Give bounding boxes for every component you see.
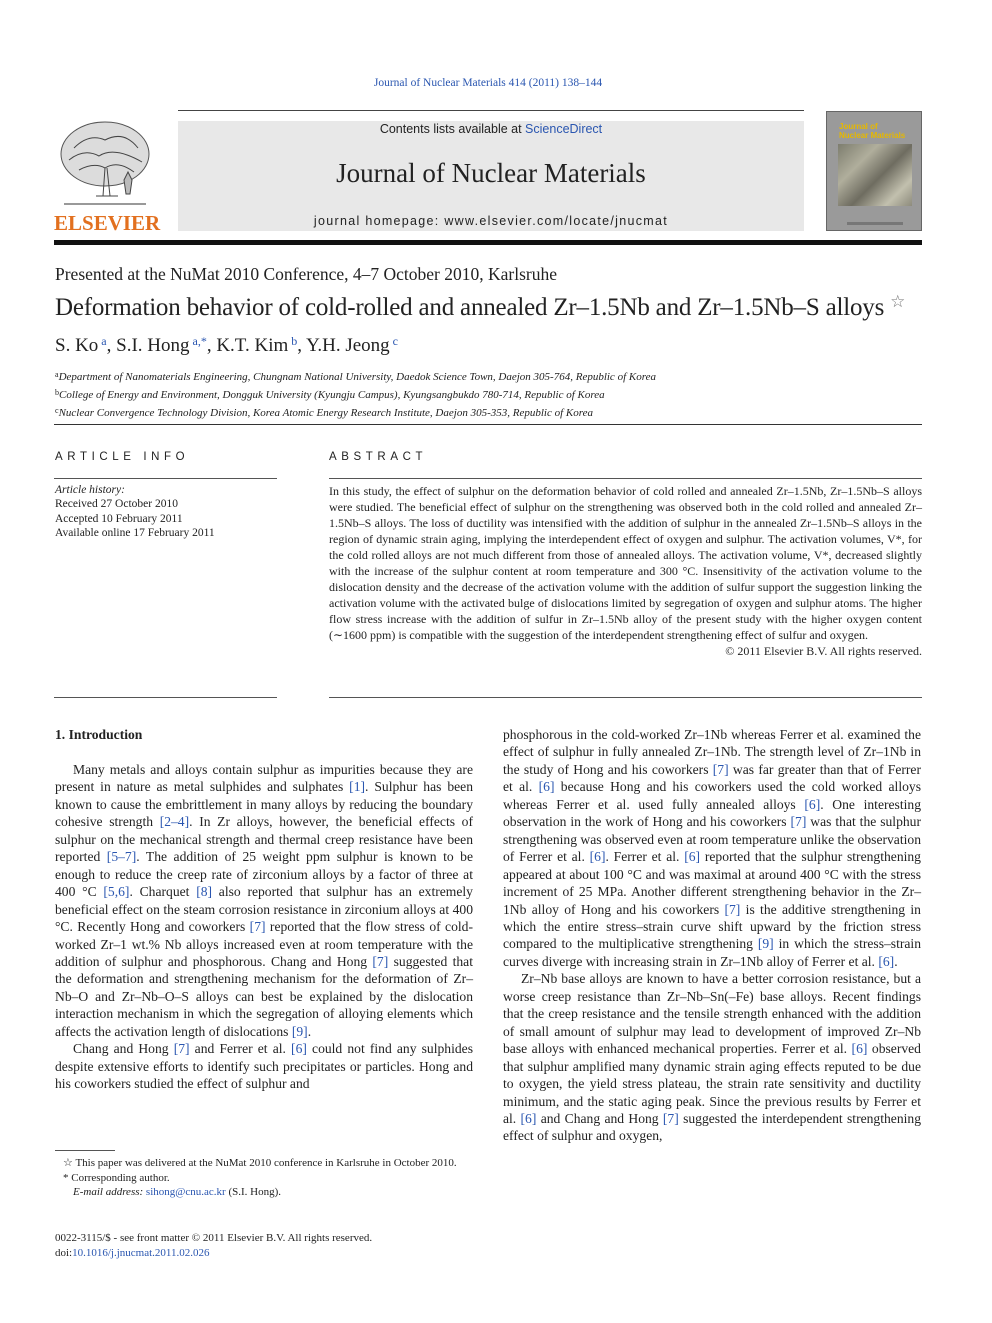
affiliation-mark: c: [55, 406, 59, 415]
contents-line: [178, 121, 804, 137]
body-paragraph: phosphorous in the cold-worked Zr–1Nb whereas Ferrer et al. examined the effect of sulphur in fully annealed Zr–1Nb. The strength level of Zr–1Nb in the study of Hong and his coworkers [7] was far greater than that of Ferrer et al. [6] because Hong and his coworkers used the cold worked alloys whereas Ferrer et al. used fully annealed alloys [6]. One interesting observation in the work of Hong and his coworkers [7] was that the sulphur strengthening was observed even at room temperature unlike the observation of Ferrer et al. [6]. Ferrer et al. [6] reported that the sulphur strengthening appeared at about 100 °C and was maximal at around 400 °C with the stress increment of 25 MPa. Another different strengthening behavior in the Zr–1Nb alloy of Hong and his coworkers [7] is the additive strengthening in which the entire stress–strain curve shift upward by the friction stress compared to the multiplicative strengthening [9] in which the stress–strain curves diverge with increasing strain in Zr–1Nb alloy of Ferrer et al. [6].: [503, 727, 921, 969]
reference-link[interactable]: [7]: [712, 761, 729, 777]
doi-link[interactable]: 10.1016/j.jnucmat.2011.02.026: [72, 1246, 210, 1259]
footnote-corresponding: [55, 1171, 473, 1186]
author-name[interactable]: S.I. Hong: [116, 335, 190, 356]
affiliation-list: [55, 367, 656, 421]
author-affiliation-mark[interactable]: a: [101, 334, 107, 348]
author-name[interactable]: S. Ko: [55, 335, 99, 356]
author-name[interactable]: Y.H. Jeong: [306, 335, 390, 356]
author-affiliation-mark[interactable]: c: [392, 334, 398, 348]
reference-link[interactable]: [6]: [851, 1041, 868, 1057]
footnote-star-text: This paper was delivered at the NuMat 2010 conference in Karlsruhe in October 2010.: [75, 1157, 457, 1169]
body-paragraph: Chang and Hong [7] and Ferrer et al. [6] could not find any sulphides despite extensive efforts to identify such precipitates or particles. Hong and his coworkers studied the effect of sulphur and: [55, 1041, 473, 1092]
sciencedirect-link[interactable]: ScienceDirect: [525, 122, 603, 136]
email-label: E-mail address:: [73, 1186, 146, 1198]
email-suffix: (S.I. Hong).: [225, 1186, 282, 1198]
abstract-text: In this study, the effect of sulphur on the deformation behavior of cold rolled and annealed Zr–1.5Nb, Zr–1.5Nb–S alloys were studied. The beneficial effect of sulphur on the strengthening was observed both in the cold rolled and annealed Zr–1.5Nb–S alloys. The loss of ductility was intensified with the addition of sulphur in the annealed Zr–1.5Nb–S alloys in the region of dynamic strain aging, implying the interdependent effect of oxygen and sulphur. The activation volumes, V*, for the cold rolled alloys are not much different from those of annealed alloys. The activation volume, V*, decreased slightly with the increase of the sulphur content at room temperature and 300 °C. Insensitivity of the activation volume to the dislocation density and the decrease of the activation volume with the addition of sulfur support the suggestion linking the activation volume with the activated bulge of dislocations limited by segregation of oxygen and sulphur atoms. The higher flow stress increase with the addition of sulfur in Zr–1.5Nb alloy of the present study with the higher oxygen content (∼1600 ppm) is compatible with the suggestion of the interdependent strengthening effect of sulfur and oxygen.: [329, 484, 922, 642]
conference-note: Presented at the NuMat 2010 Conference, 4–7 October 2010, Karlsruhe: [55, 264, 558, 284]
reference-link[interactable]: [6]: [291, 1041, 307, 1057]
affiliation-text: Department of Nanomaterials Engineering, Chungnam National University, Daedok Science Town, Daejon 305-764, Republic of Korea: [58, 371, 656, 383]
abstract-top-rule: [329, 478, 922, 479]
article-title: [55, 292, 905, 322]
journal-title: Journal of Nuclear Materials: [336, 158, 646, 188]
affiliation-item: [55, 385, 656, 403]
reference-link[interactable]: [9]: [291, 1023, 308, 1039]
footnote-corresponding-mark: *: [63, 1171, 69, 1184]
reference-link[interactable]: [9]: [757, 936, 774, 952]
cover-footer-bar: [847, 222, 903, 225]
doi-line: [55, 1246, 372, 1261]
email-link[interactable]: sihong@cnu.ac.kr: [145, 1186, 226, 1198]
reference-link[interactable]: [5–7]: [106, 849, 137, 865]
online-date: Available online 17 February 2011: [55, 526, 215, 539]
cover-image: [838, 144, 912, 206]
cover-title-line-2: Nuclear Materials: [839, 131, 906, 140]
footnote-star-mark: ☆: [63, 1157, 73, 1169]
affiliation-text: College of Energy and Environment, Dongguk University (Kyungju Campus), Kyungsangbukdo 780-714, Republic of Korea: [59, 389, 605, 401]
body-column-right: [503, 726, 921, 1145]
reference-link[interactable]: [8]: [196, 884, 213, 900]
reference-link[interactable]: [7]: [372, 953, 389, 969]
reference-link[interactable]: [7]: [790, 814, 807, 830]
abstract-copyright: © 2011 Elsevier B.V. All rights reserved.: [725, 644, 922, 658]
publication-info: [55, 1231, 372, 1260]
abstract-heading: ABSTRACT: [329, 451, 428, 463]
footnote-rule: [55, 1150, 115, 1151]
reference-link[interactable]: [6]: [538, 779, 555, 795]
title-footnote-star-icon[interactable]: ☆: [890, 292, 906, 311]
header-divider: [54, 424, 922, 425]
footnote-star: [55, 1156, 473, 1171]
reference-link[interactable]: [6]: [520, 1110, 537, 1126]
article-info-bottom-rule: [54, 697, 277, 698]
journal-homepage: [178, 214, 804, 228]
reference-link[interactable]: [6]: [804, 796, 821, 812]
affiliation-mark: a: [55, 370, 59, 379]
issn-line: 0022-3115/$ - see front matter © 2011 Elsevier B.V. All rights reserved.: [55, 1232, 373, 1244]
reference-link[interactable]: [5,6]: [103, 884, 130, 900]
reference-link[interactable]: [6]: [684, 849, 701, 865]
accepted-date: Accepted 10 February 2011: [55, 512, 183, 525]
author-affiliation-mark[interactable]: b: [291, 334, 298, 348]
author-separator: ,: [106, 335, 117, 356]
footnotes: [55, 1156, 473, 1200]
author-affiliation-mark[interactable]: a,*: [192, 334, 207, 348]
author-separator: ,: [297, 335, 307, 356]
homepage-prefix: journal homepage:: [313, 214, 445, 228]
history-label: Article history:: [55, 484, 125, 496]
cover-title-line-1: Journal of: [839, 122, 878, 131]
journal-cover-thumbnail[interactable]: [826, 111, 922, 231]
abstract-body: [329, 483, 922, 659]
publisher-wordmark: ELSEVIER: [54, 211, 161, 235]
journal-citation[interactable]: Journal of Nuclear Materials 414 (2011) 138–144: [373, 77, 603, 89]
affiliation-mark: b: [55, 388, 59, 397]
reference-link[interactable]: [1]: [349, 779, 366, 795]
cover-title: [839, 122, 905, 140]
author-list: [55, 334, 398, 357]
reference-link[interactable]: [7]: [173, 1041, 190, 1057]
reference-link[interactable]: [7]: [724, 901, 741, 917]
reference-link[interactable]: [6]: [589, 849, 606, 865]
abstract-bottom-rule: [329, 697, 922, 698]
article-history: [55, 483, 215, 540]
contents-prefix: Contents lists available at: [379, 122, 526, 136]
affiliation-item: [55, 367, 656, 385]
section-heading-introduction: 1. Introduction: [55, 727, 143, 742]
article-info-top-rule: [54, 478, 277, 479]
masthead-thick-rule: [54, 240, 922, 245]
footnote-email: [55, 1185, 473, 1200]
reference-link[interactable]: [6]: [878, 953, 895, 969]
journal-banner: [178, 121, 804, 231]
author-name[interactable]: K.T. Kim: [216, 335, 289, 356]
received-date: Received 27 October 2010: [55, 498, 178, 511]
body-paragraph: Zr–Nb base alloys are known to have a better corrosion resistance, but a worse creep resistance than Zr–Nb–Sn(–Fe) base alloys. Recent findings that the creep resistance and the tensile strength enhanced with the addition of small amount of sulphur may lead to development of improved Zr–Nb base alloys with enhanced mechanical properties. Ferrer et al. [6] observed that sulphur amplified many dynamic strain aging effects reputed to be due to oxygen, the yield stress plateau, the strain rate sensitivity and ductility minimum, and the static aging peak. Since the previous results by Ferrer et al. [6] and Chang and Hong [7] suggested the interdependent strengthening effect of sulphur and oxygen,: [503, 971, 921, 1144]
article-info-heading: ARTICLE INFO: [55, 451, 190, 463]
reference-link[interactable]: [7]: [249, 919, 266, 935]
affiliation-item: [55, 403, 656, 421]
affiliation-text: Nuclear Convergence Technology Division, Korea Atomic Energy Research Institute, Daejon 305-353, Republic of Korea: [58, 407, 593, 419]
homepage-url-link[interactable]: www.elsevier.com/locate/jnucmat: [444, 214, 669, 228]
reference-link[interactable]: [2–4]: [159, 814, 190, 830]
body-paragraph: Many metals and alloys contain sulphur as impurities because they are present in nature as metal sulphides and sulphates [1]. Sulphur has been known to cause the embrittlement in many alloys by reducing the boundary cohesive strength [2–4]. In Zr alloys, however, the beneficial effects of sulphur on the mechanical strength and thermal creep resistance have been reported [5–7]. The addition of 25 weight ppm sulphur is known to be enough to reduce the creep rate of zirconium alloys by a factor of three at 400 °C [5,6]. Charquet [8] also reported that sulphur has an extremely beneficial effect on the steam corrosion resistance in zirconium alloys at 400 °C. Recently Hong and coworkers [7] reported that the flow stress of cold-worked Zr–1 wt.% Nb alloys increased even at room temperature with the addition of sulphur and phosphorous. Chang and Hong [7] suggested that the deformation and strengthening mechanism for the deformation of Zr–Nb–O and Zr–Nb–O–S alloys can best be explained by the dislocation interaction mechanism in which the segregation of alloying elements which affects the activation length of dislocations [9].: [55, 762, 473, 1039]
reference-link[interactable]: [7]: [662, 1110, 679, 1126]
doi-prefix: doi:: [55, 1246, 73, 1259]
masthead-top-rule: [178, 110, 804, 111]
article-title-text: Deformation behavior of cold-rolled and annealed Zr–1.5Nb and Zr–1.5Nb–S alloys: [55, 294, 885, 321]
footnote-corresponding-text: Corresponding author.: [71, 1171, 170, 1184]
author-separator: ,: [206, 335, 217, 356]
body-column-left: [55, 761, 473, 1093]
